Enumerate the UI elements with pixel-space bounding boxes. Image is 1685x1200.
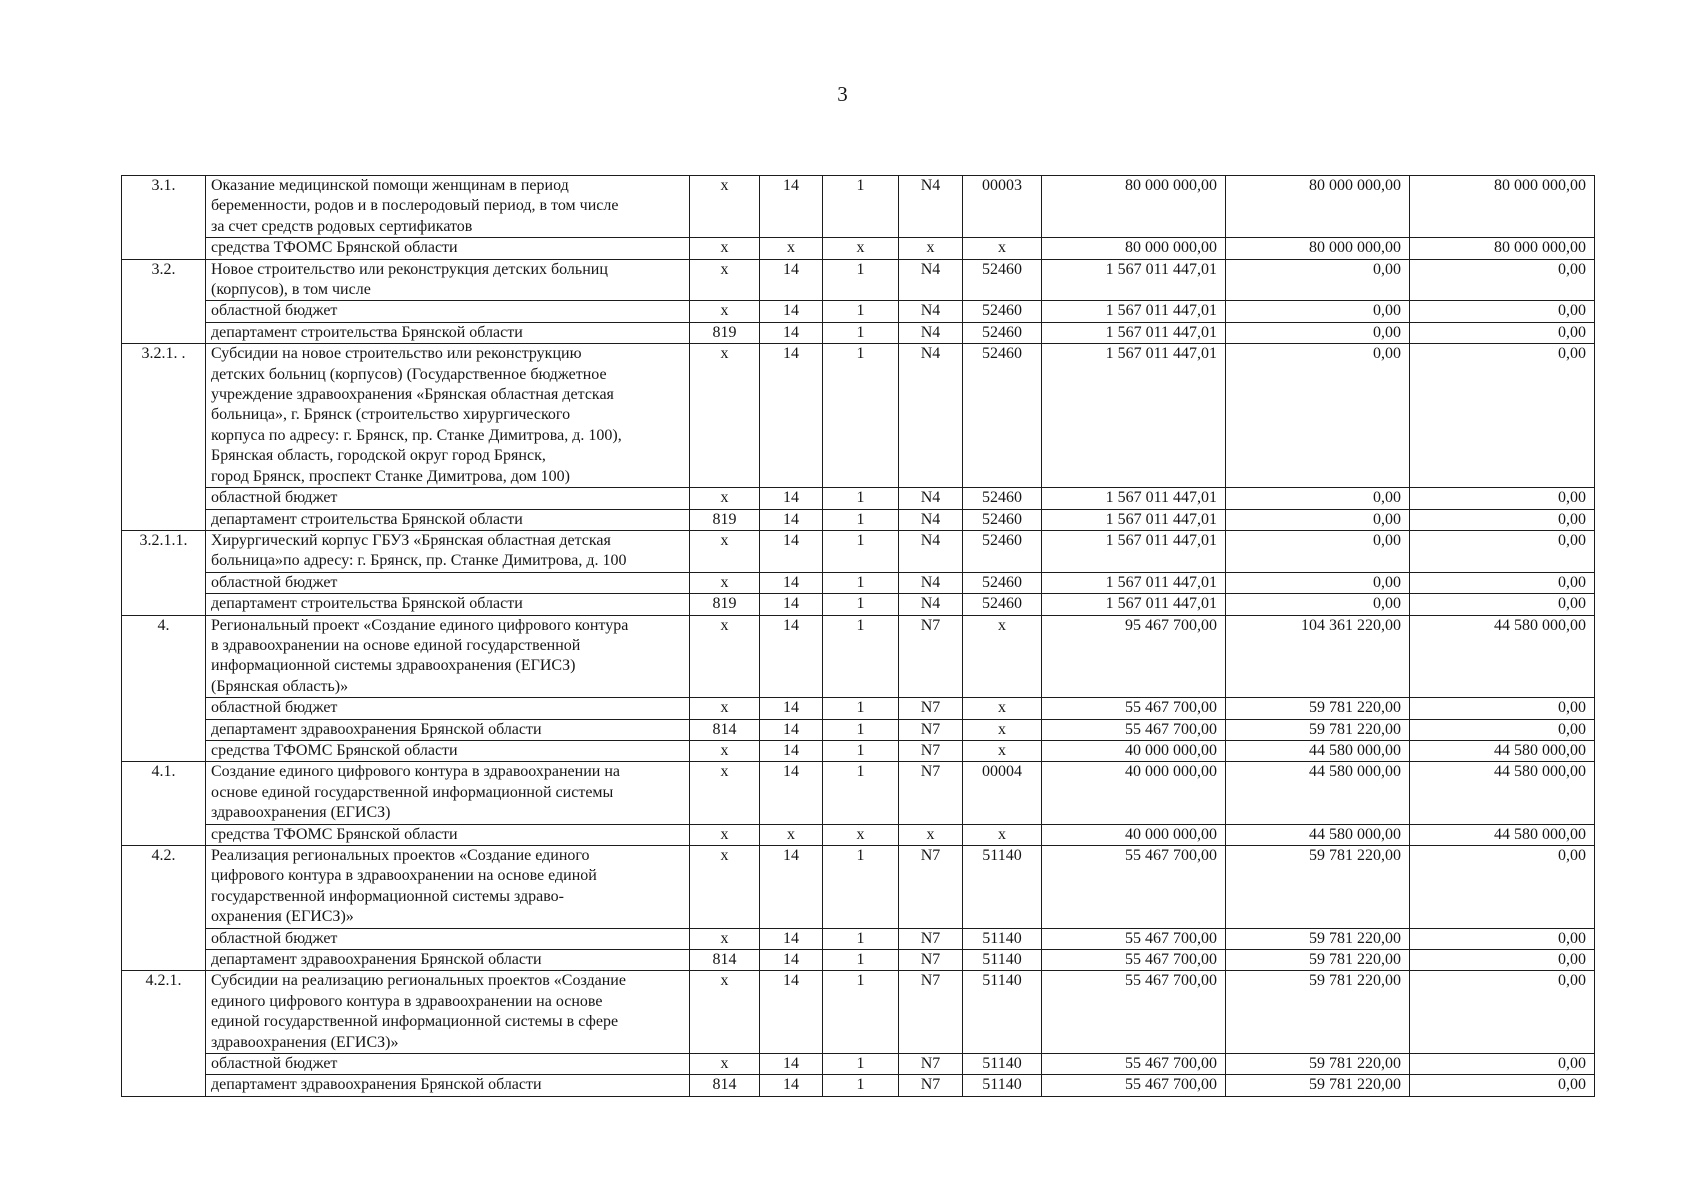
amount-year2-cell: 59 781 220,00 (1226, 928, 1410, 949)
table-subrow (122, 719, 1595, 740)
section-code-cell: 14 (760, 509, 823, 530)
amount-year3-cell: 0,00 (1410, 698, 1595, 719)
amount-year2-cell: 80 000 000,00 (1226, 176, 1410, 238)
amount-year3-cell: 0,00 (1410, 594, 1595, 615)
item-number-cell: 4.1. (122, 762, 206, 846)
amount-year1-cell: 55 467 700,00 (1042, 971, 1226, 1054)
section-code-cell: 14 (760, 1054, 823, 1075)
admin-code-cell: х (690, 1054, 760, 1075)
description-cell: областной бюджет (206, 488, 690, 509)
direction-code-cell: х (963, 824, 1042, 845)
admin-code-cell: 814 (690, 950, 760, 971)
subsection-code-cell: 1 (823, 594, 899, 615)
direction-code-cell: 52460 (963, 322, 1042, 343)
item-number-cell: 3.1. (122, 176, 206, 260)
direction-code-cell: х (963, 238, 1042, 259)
subsection-code-cell: 1 (823, 301, 899, 322)
direction-code-cell: 52460 (963, 488, 1042, 509)
amount-year3-cell: 0,00 (1410, 719, 1595, 740)
table-row (122, 344, 1595, 488)
amount-year1-cell: 80 000 000,00 (1042, 238, 1226, 259)
amount-year3-cell: 44 580 000,00 (1410, 740, 1595, 761)
amount-year2-cell: 59 781 220,00 (1226, 950, 1410, 971)
description-cell: департамент строительства Брянской области (206, 322, 690, 343)
direction-code-cell: 51140 (963, 971, 1042, 1054)
table-subrow (122, 301, 1595, 322)
amount-year2-cell: 0,00 (1226, 530, 1410, 572)
item-number-cell: 3.2. (122, 259, 206, 344)
amount-year2-cell: 44 580 000,00 (1226, 824, 1410, 845)
subsection-code-cell: 1 (823, 971, 899, 1054)
program-code-cell: N4 (899, 572, 963, 593)
admin-code-cell: х (690, 572, 760, 593)
page-number: 3 (837, 82, 848, 106)
section-code-cell: 14 (760, 1075, 823, 1096)
amount-year1-cell: 1 567 011 447,01 (1042, 509, 1226, 530)
direction-code-cell: 00004 (963, 762, 1042, 824)
subsection-code-cell: 1 (823, 344, 899, 488)
amount-year2-cell: 59 781 220,00 (1226, 1054, 1410, 1075)
item-number-cell: 4.2.1. (122, 971, 206, 1096)
section-code-cell: 14 (760, 259, 823, 301)
description-cell: областной бюджет (206, 1054, 690, 1075)
amount-year3-cell: 0,00 (1410, 530, 1595, 572)
admin-code-cell: 814 (690, 1075, 760, 1096)
subsection-code-cell: 1 (823, 740, 899, 761)
item-number-cell: 3.2.1.1. (122, 530, 206, 615)
table-row (122, 530, 1595, 572)
amount-year1-cell: 40 000 000,00 (1042, 762, 1226, 824)
amount-year3-cell: 0,00 (1410, 572, 1595, 593)
description-cell: Хирургический корпус ГБУЗ «Брянская областная детская больница»по адресу: г. Брянск, пр. Станке Димитрова, д. 100 (206, 530, 690, 572)
section-code-cell: 14 (760, 698, 823, 719)
section-code-cell: 14 (760, 322, 823, 343)
section-code-cell: 14 (760, 594, 823, 615)
direction-code-cell: 51140 (963, 928, 1042, 949)
admin-code-cell: 819 (690, 509, 760, 530)
subsection-code-cell: х (823, 824, 899, 845)
admin-code-cell: 819 (690, 594, 760, 615)
program-code-cell: N7 (899, 719, 963, 740)
amount-year3-cell: 44 580 000,00 (1410, 762, 1595, 824)
amount-year2-cell: 44 580 000,00 (1226, 762, 1410, 824)
admin-code-cell: х (690, 928, 760, 949)
amount-year2-cell: 104 361 220,00 (1226, 615, 1410, 698)
direction-code-cell: 52460 (963, 259, 1042, 301)
table-subrow (122, 488, 1595, 509)
description-cell: областной бюджет (206, 301, 690, 322)
subsection-code-cell: 1 (823, 488, 899, 509)
amount-year3-cell: 0,00 (1410, 301, 1595, 322)
amount-year1-cell: 1 567 011 447,01 (1042, 322, 1226, 343)
subsection-code-cell: 1 (823, 259, 899, 301)
program-code-cell: N7 (899, 762, 963, 824)
admin-code-cell: х (690, 971, 760, 1054)
amount-year1-cell: 1 567 011 447,01 (1042, 594, 1226, 615)
amount-year3-cell: 80 000 000,00 (1410, 238, 1595, 259)
amount-year1-cell: 55 467 700,00 (1042, 698, 1226, 719)
description-cell: департамент здравоохранения Брянской области (206, 950, 690, 971)
program-code-cell: N4 (899, 488, 963, 509)
table-subrow (122, 1075, 1595, 1096)
subsection-code-cell: 1 (823, 530, 899, 572)
direction-code-cell: 52460 (963, 509, 1042, 530)
direction-code-cell: 00003 (963, 176, 1042, 238)
description-cell: Новое строительство или реконструкция детских больниц (корпусов), в том числе (206, 259, 690, 301)
direction-code-cell: 52460 (963, 530, 1042, 572)
description-cell: областной бюджет (206, 572, 690, 593)
table-subrow (122, 740, 1595, 761)
table-subrow (122, 1054, 1595, 1075)
subsection-code-cell: 1 (823, 1054, 899, 1075)
amount-year3-cell: 0,00 (1410, 488, 1595, 509)
description-cell: Субсидии на новое строительство или реконструкцию детских больниц (корпусов) (Государственное бюджетное учреждение здравоохранения «Брянская областная детская больница», г. Брянск (строительство хирургического корпуса по адресу: г. Брянск, пр. Станке Димитрова, д. 100), Брянская область, городской округ город Брянск, город Брянск, проспект Станке Димитрова, дом 100) (206, 344, 690, 488)
subsection-code-cell: 1 (823, 719, 899, 740)
section-code-cell: 14 (760, 488, 823, 509)
description-cell: Оказание медицинской помощи женщинам в период беременности, родов и в послеродовый период, в том числе за счет средств родовых сертификатов (206, 176, 690, 238)
table-subrow (122, 594, 1595, 615)
amount-year1-cell: 1 567 011 447,01 (1042, 530, 1226, 572)
subsection-code-cell: 1 (823, 762, 899, 824)
subsection-code-cell: 1 (823, 950, 899, 971)
amount-year2-cell: 0,00 (1226, 301, 1410, 322)
program-code-cell: N7 (899, 950, 963, 971)
admin-code-cell: х (690, 698, 760, 719)
item-number-cell: 3.2.1. . (122, 344, 206, 531)
admin-code-cell: х (690, 762, 760, 824)
amount-year2-cell: 59 781 220,00 (1226, 719, 1410, 740)
direction-code-cell: 52460 (963, 344, 1042, 488)
amount-year1-cell: 55 467 700,00 (1042, 1054, 1226, 1075)
admin-code-cell: х (690, 176, 760, 238)
section-code-cell: 14 (760, 344, 823, 488)
direction-code-cell: 51140 (963, 846, 1042, 929)
budget-table (121, 175, 1595, 1097)
amount-year1-cell: 1 567 011 447,01 (1042, 344, 1226, 488)
amount-year3-cell: 0,00 (1410, 846, 1595, 929)
direction-code-cell: х (963, 698, 1042, 719)
direction-code-cell: х (963, 615, 1042, 698)
section-code-cell: 14 (760, 615, 823, 698)
subsection-code-cell: 1 (823, 572, 899, 593)
subsection-code-cell: 1 (823, 698, 899, 719)
description-cell: Создание единого цифрового контура в здравоохранении на основе единой государственной информационной системы здравоохранения (ЕГИСЗ) (206, 762, 690, 824)
program-code-cell: N7 (899, 740, 963, 761)
admin-code-cell: х (690, 740, 760, 761)
amount-year1-cell: 40 000 000,00 (1042, 824, 1226, 845)
section-code-cell: 14 (760, 950, 823, 971)
description-cell: департамент здравоохранения Брянской области (206, 719, 690, 740)
section-code-cell: 14 (760, 530, 823, 572)
program-code-cell: N4 (899, 259, 963, 301)
amount-year2-cell: 0,00 (1226, 488, 1410, 509)
program-code-cell: N4 (899, 594, 963, 615)
amount-year2-cell: 59 781 220,00 (1226, 846, 1410, 929)
program-code-cell: N7 (899, 846, 963, 929)
amount-year1-cell: 1 567 011 447,01 (1042, 301, 1226, 322)
section-code-cell: 14 (760, 762, 823, 824)
direction-code-cell: 51140 (963, 1075, 1042, 1096)
table-row (122, 259, 1595, 301)
admin-code-cell: 814 (690, 719, 760, 740)
amount-year3-cell: 44 580 000,00 (1410, 824, 1595, 845)
program-code-cell: N4 (899, 301, 963, 322)
section-code-cell: 14 (760, 971, 823, 1054)
amount-year2-cell: 59 781 220,00 (1226, 1075, 1410, 1096)
amount-year1-cell: 40 000 000,00 (1042, 740, 1226, 761)
table-row (122, 846, 1595, 929)
table-subrow (122, 509, 1595, 530)
program-code-cell: N4 (899, 322, 963, 343)
section-code-cell: 14 (760, 176, 823, 238)
program-code-cell: N4 (899, 509, 963, 530)
amount-year3-cell: 0,00 (1410, 259, 1595, 301)
subsection-code-cell: 1 (823, 509, 899, 530)
program-code-cell: N4 (899, 344, 963, 488)
amount-year1-cell: 55 467 700,00 (1042, 928, 1226, 949)
amount-year2-cell: 0,00 (1226, 259, 1410, 301)
table-subrow (122, 572, 1595, 593)
description-cell: Субсидии на реализацию региональных проектов «Создание единого цифрового контура в здравоохранении на основе единой государственной информационной системы в сфере здравоохранения (ЕГИСЗ)» (206, 971, 690, 1054)
program-code-cell: N7 (899, 1075, 963, 1096)
program-code-cell: х (899, 238, 963, 259)
table-subrow (122, 698, 1595, 719)
amount-year3-cell: 80 000 000,00 (1410, 176, 1595, 238)
direction-code-cell: 51140 (963, 950, 1042, 971)
description-cell: областной бюджет (206, 928, 690, 949)
section-code-cell: 14 (760, 740, 823, 761)
table-row (122, 615, 1595, 698)
program-code-cell: N7 (899, 698, 963, 719)
amount-year1-cell: 1 567 011 447,01 (1042, 259, 1226, 301)
amount-year2-cell: 0,00 (1226, 322, 1410, 343)
amount-year1-cell: 55 467 700,00 (1042, 846, 1226, 929)
amount-year3-cell: 0,00 (1410, 322, 1595, 343)
amount-year3-cell: 44 580 000,00 (1410, 615, 1595, 698)
section-code-cell: 14 (760, 928, 823, 949)
direction-code-cell: 52460 (963, 594, 1042, 615)
amount-year1-cell: 95 467 700,00 (1042, 615, 1226, 698)
section-code-cell: х (760, 824, 823, 845)
amount-year2-cell: 44 580 000,00 (1226, 740, 1410, 761)
amount-year2-cell: 59 781 220,00 (1226, 971, 1410, 1054)
item-number-cell: 4.2. (122, 846, 206, 971)
subsection-code-cell: 1 (823, 846, 899, 929)
admin-code-cell: х (690, 344, 760, 488)
table-row (122, 762, 1595, 824)
section-code-cell: х (760, 238, 823, 259)
program-code-cell: N7 (899, 1054, 963, 1075)
description-cell: областной бюджет (206, 698, 690, 719)
amount-year2-cell: 0,00 (1226, 344, 1410, 488)
description-cell: Региональный проект «Создание единого цифрового контура в здравоохранении на основе единой государственной информационной системы здравоохранения (ЕГИСЗ) (Брянская область)» (206, 615, 690, 698)
amount-year3-cell: 0,00 (1410, 950, 1595, 971)
amount-year1-cell: 55 467 700,00 (1042, 1075, 1226, 1096)
amount-year2-cell: 0,00 (1226, 509, 1410, 530)
admin-code-cell: х (690, 488, 760, 509)
amount-year1-cell: 1 567 011 447,01 (1042, 488, 1226, 509)
subsection-code-cell: х (823, 238, 899, 259)
amount-year1-cell: 55 467 700,00 (1042, 719, 1226, 740)
amount-year3-cell: 0,00 (1410, 344, 1595, 488)
subsection-code-cell: 1 (823, 176, 899, 238)
amount-year2-cell: 59 781 220,00 (1226, 698, 1410, 719)
amount-year1-cell: 55 467 700,00 (1042, 950, 1226, 971)
description-cell: средства ТФОМС Брянской области (206, 824, 690, 845)
direction-code-cell: х (963, 719, 1042, 740)
amount-year1-cell: 1 567 011 447,01 (1042, 572, 1226, 593)
subsection-code-cell: 1 (823, 322, 899, 343)
table-subrow (122, 950, 1595, 971)
admin-code-cell: х (690, 301, 760, 322)
subsection-code-cell: 1 (823, 928, 899, 949)
direction-code-cell: х (963, 740, 1042, 761)
admin-code-cell: х (690, 824, 760, 845)
admin-code-cell: х (690, 238, 760, 259)
description-cell: департамент строительства Брянской области (206, 509, 690, 530)
program-code-cell: х (899, 824, 963, 845)
program-code-cell: N4 (899, 176, 963, 238)
admin-code-cell: 819 (690, 322, 760, 343)
description-cell: департамент строительства Брянской области (206, 594, 690, 615)
section-code-cell: 14 (760, 719, 823, 740)
table-subrow (122, 322, 1595, 343)
section-code-cell: 14 (760, 846, 823, 929)
direction-code-cell: 51140 (963, 1054, 1042, 1075)
program-code-cell: N7 (899, 971, 963, 1054)
table-subrow (122, 928, 1595, 949)
program-code-cell: N4 (899, 530, 963, 572)
admin-code-cell: х (690, 259, 760, 301)
table-row (122, 176, 1595, 238)
description-cell: средства ТФОМС Брянской области (206, 740, 690, 761)
direction-code-cell: 52460 (963, 301, 1042, 322)
admin-code-cell: х (690, 530, 760, 572)
subsection-code-cell: 1 (823, 1075, 899, 1096)
amount-year3-cell: 0,00 (1410, 1054, 1595, 1075)
section-code-cell: 14 (760, 572, 823, 593)
description-cell: Реализация региональных проектов «Создание единого цифрового контура в здравоохранении на основе единой государственной информационной системы здраво- охранения (ЕГИСЗ)» (206, 846, 690, 929)
program-code-cell: N7 (899, 928, 963, 949)
description-cell: департамент здравоохранения Брянской области (206, 1075, 690, 1096)
amount-year3-cell: 0,00 (1410, 509, 1595, 530)
program-code-cell: N7 (899, 615, 963, 698)
table-subrow (122, 824, 1595, 845)
amount-year3-cell: 0,00 (1410, 928, 1595, 949)
table-row (122, 971, 1595, 1054)
amount-year2-cell: 0,00 (1226, 594, 1410, 615)
amount-year1-cell: 80 000 000,00 (1042, 176, 1226, 238)
amount-year3-cell: 0,00 (1410, 971, 1595, 1054)
amount-year3-cell: 0,00 (1410, 1075, 1595, 1096)
admin-code-cell: х (690, 615, 760, 698)
admin-code-cell: х (690, 846, 760, 929)
amount-year2-cell: 80 000 000,00 (1226, 238, 1410, 259)
subsection-code-cell: 1 (823, 615, 899, 698)
amount-year2-cell: 0,00 (1226, 572, 1410, 593)
description-cell: средства ТФОМС Брянской области (206, 238, 690, 259)
direction-code-cell: 52460 (963, 572, 1042, 593)
section-code-cell: 14 (760, 301, 823, 322)
item-number-cell: 4. (122, 615, 206, 762)
table-subrow (122, 238, 1595, 259)
table-body (122, 176, 1595, 1097)
